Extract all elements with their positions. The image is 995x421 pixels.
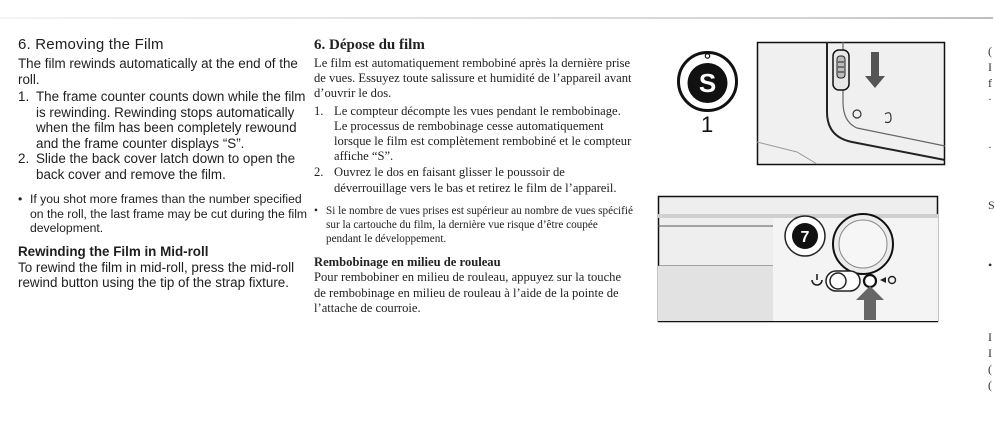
- step-number: 2.: [314, 165, 324, 180]
- edge-glyph: I: [988, 60, 992, 74]
- edge-glyph: S: [988, 198, 995, 212]
- english-note: [18, 192, 318, 236]
- midroll-rewind-button-icon: [864, 275, 876, 287]
- note-bullet: •: [18, 192, 23, 206]
- english-subtext: To rewind the film in mid-roll, press the mid-roll rewind button using the tip of the strap fixture.: [18, 259, 295, 290]
- step-number: 2.: [18, 151, 30, 166]
- english-subheading: Rewinding the Film in Mid-roll: [18, 243, 209, 259]
- edge-glyph: f: [988, 76, 992, 90]
- french-heading: 6. Dépose du film: [314, 37, 425, 53]
- english-intro: The film rewinds automatically at the end of the roll.: [18, 56, 298, 87]
- step-number: 1.: [18, 89, 30, 104]
- french-step: [314, 165, 634, 195]
- english-heading: 6. Removing the Film: [18, 36, 164, 53]
- frame-counter-s-icon: [676, 50, 739, 113]
- midroll-rewind-illustration: [658, 196, 938, 322]
- note-text: Si le nombre de vues prises est supérieur au nombre de vues spécifié sur la cartouche du film, la dernière vue risque d’être coupée pendant le développement.: [326, 204, 633, 246]
- edge-glyph: I: [988, 346, 992, 360]
- english-column: [18, 36, 318, 291]
- step-number: 1.: [314, 103, 324, 118]
- english-step: [18, 151, 318, 182]
- edge-glyph: ·: [988, 92, 992, 106]
- edge-glyph: I: [988, 330, 992, 344]
- french-step: [314, 104, 634, 165]
- french-subtext: Pour rembobiner en milieu de rouleau, appuyez sur la touche de rembobinage en milieu de rouleau à l’aide de la pointe de l’attache de courroie.: [314, 270, 622, 315]
- top-rule: [0, 17, 993, 19]
- french-column: [314, 36, 634, 316]
- step-text: Slide the back cover latch down to open the back cover and remove the film.: [36, 151, 296, 182]
- english-step: [18, 89, 318, 151]
- step-text: The frame counter counts down while the film is rewinding. Rewinding stops automatically when the film has been completely rewound and the frame counter displays “S”.: [36, 89, 306, 151]
- english-steps: [18, 89, 318, 182]
- figure-2-number: 7: [800, 229, 810, 246]
- counter-symbol: S: [698, 68, 717, 98]
- back-cover-latch-illustration: [757, 42, 945, 165]
- note-bullet: •: [314, 204, 318, 217]
- step-text: Ouvrez le dos en faisant glisser le poussoir de déverrouillage vers le bas et retirez le film de l’appareil.: [334, 165, 617, 195]
- french-note: [314, 204, 634, 247]
- french-intro: Le film est automatiquement rembobiné après la dernière prise de vues. Essuyez toute salissure et humidité de l’appareil avant d’ouvrir le dos.: [314, 56, 632, 101]
- edge-glyph: (: [988, 44, 992, 58]
- edge-glyph: •: [988, 258, 993, 272]
- step-text: Le compteur décompte les vues pendant le rembobinage. Le processus de rembobinage cesse automatiquement lorsque le film est complètement rembobiné et le compteur affiche “S”.: [334, 103, 632, 164]
- edge-glyph: (: [988, 378, 992, 392]
- french-steps: [314, 104, 634, 196]
- edge-glyph: ·: [988, 140, 992, 154]
- note-text: If you shot more frames than the number specified on the roll, the last frame may be cut during the film development.: [30, 192, 308, 235]
- french-subheading: Rembobinage en milieu de rouleau: [314, 255, 501, 270]
- edge-glyph: (: [988, 362, 992, 376]
- figure-1-label: 1: [701, 112, 714, 137]
